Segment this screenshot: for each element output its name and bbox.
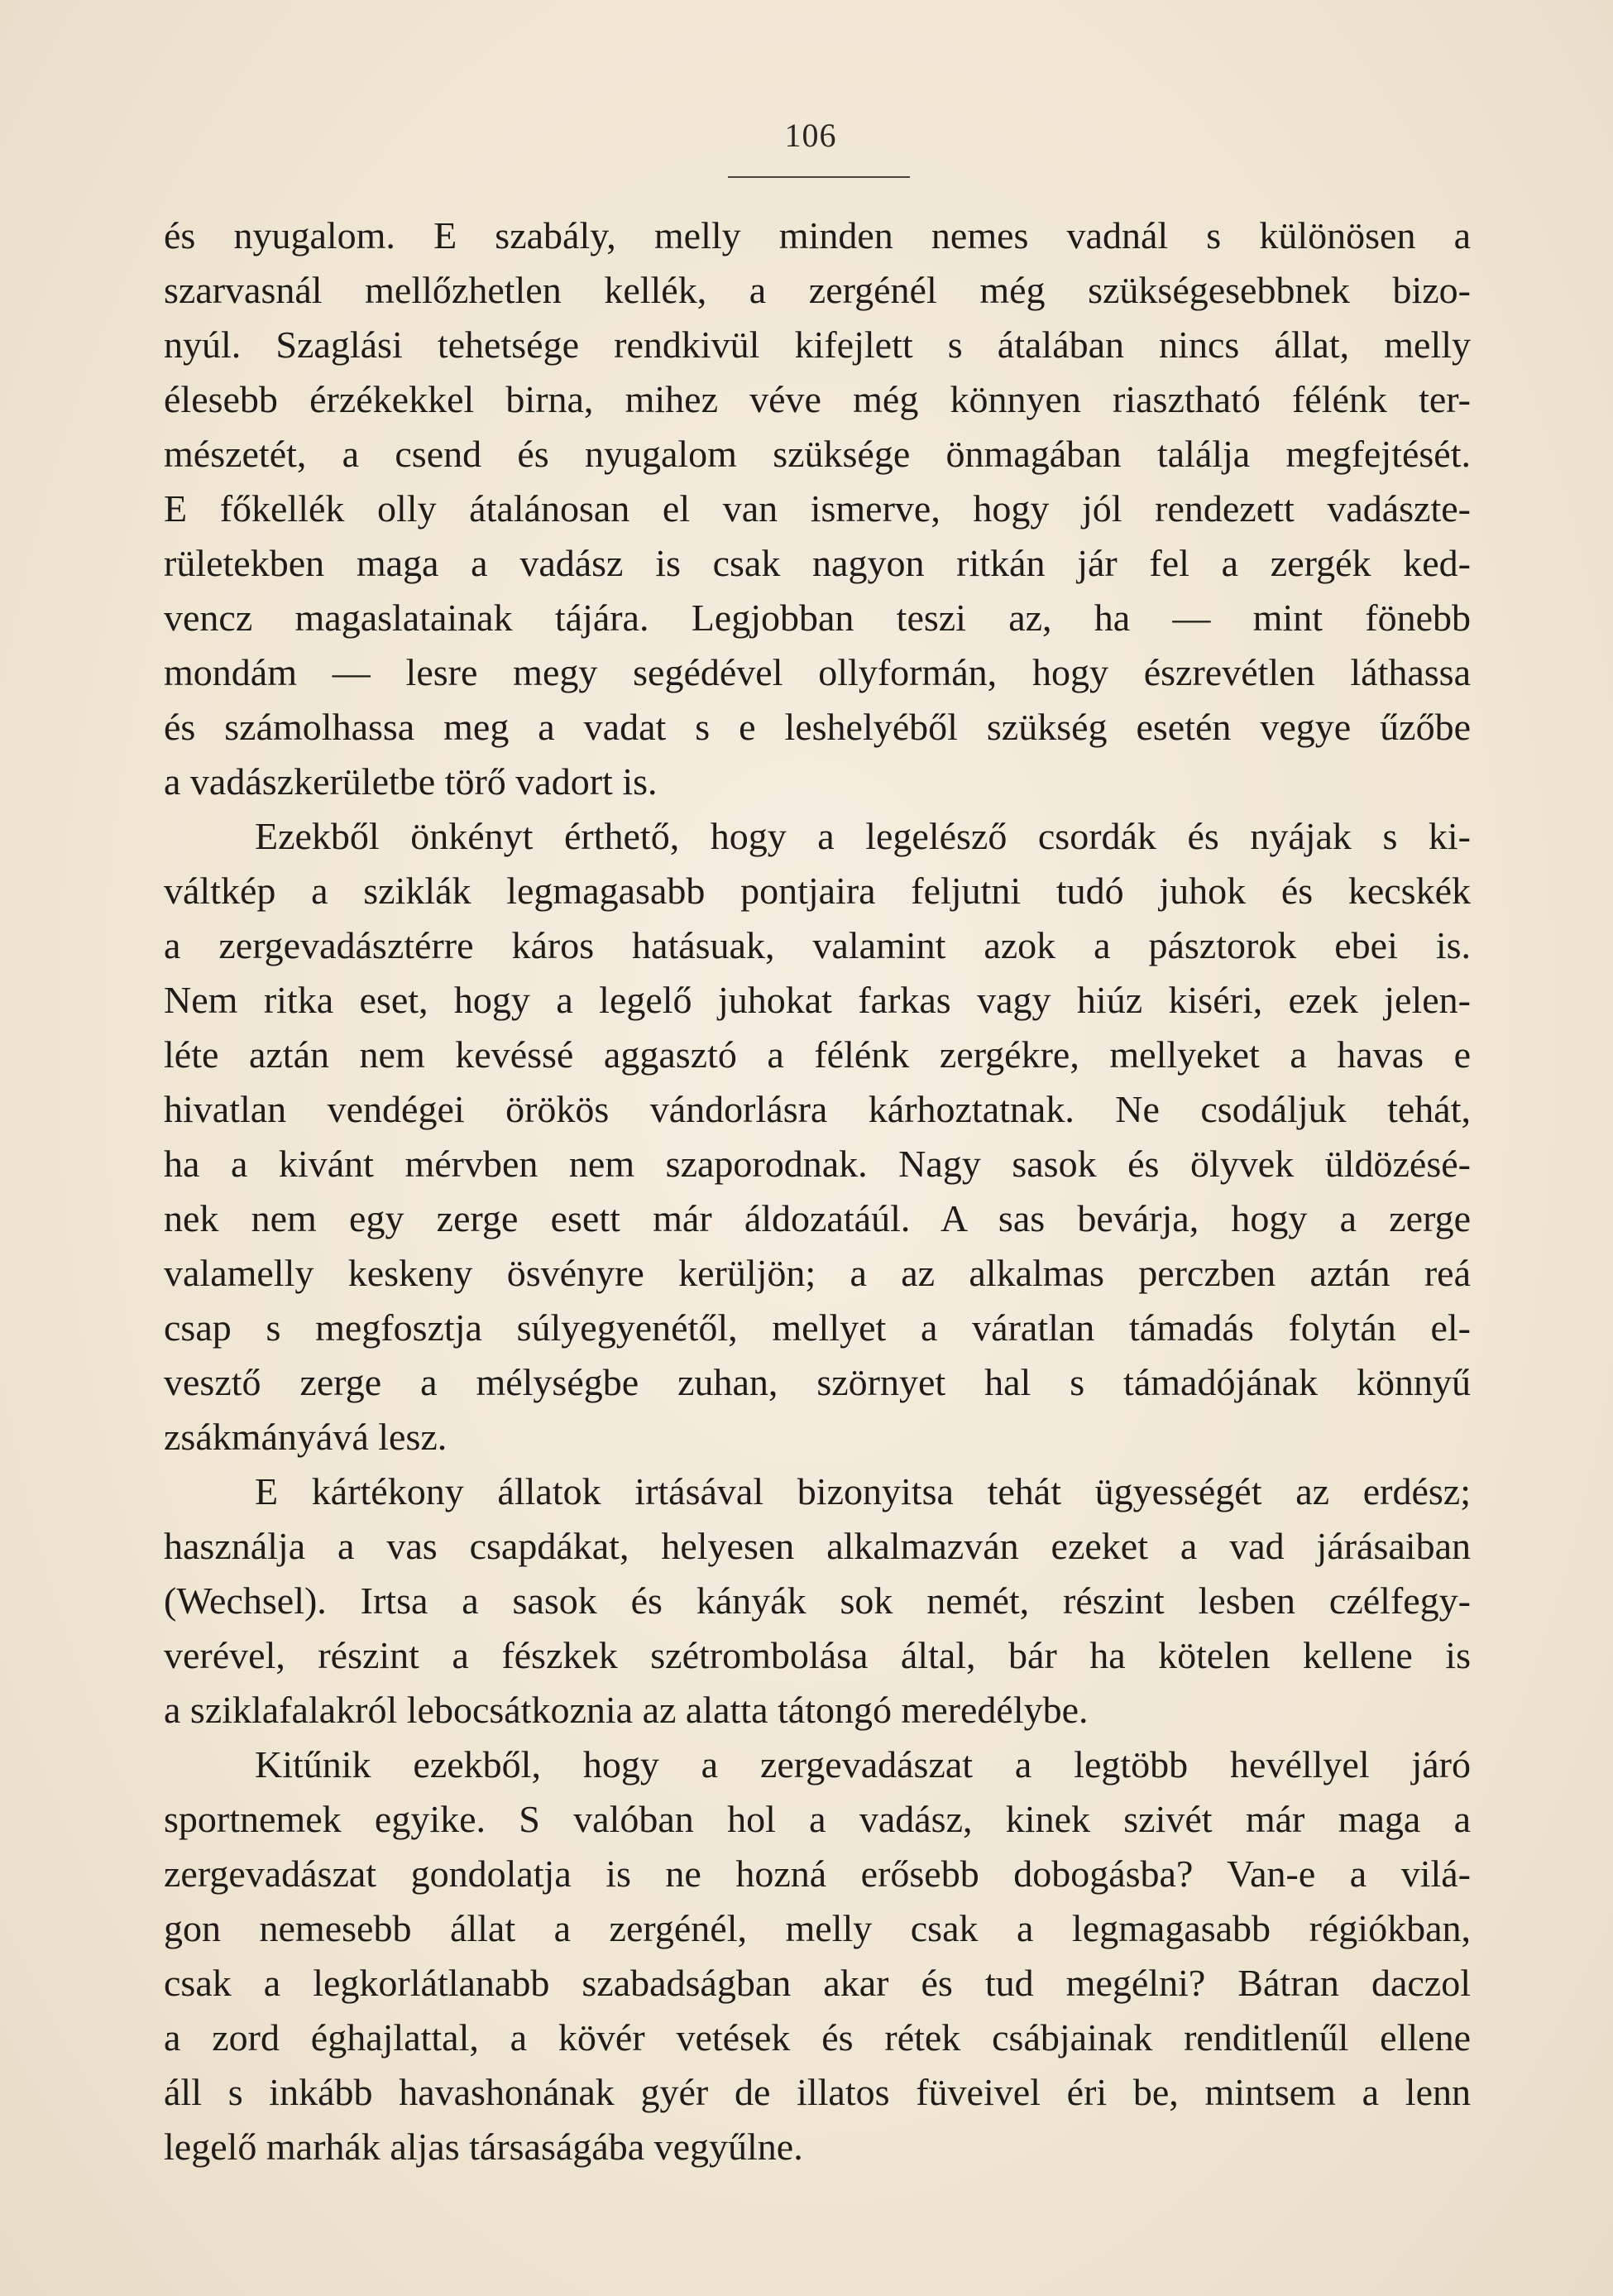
text-line: nek nem egy zerge esett már áldozatáúl. A sas bevárja, hogy a zerge [164,1197,1471,1239]
text-line: Kitűnik ezekből, hogy a zergevadászat a legtöbb hevéllyel járó [255,1743,1471,1786]
text-line: vesztő zerge a mélységbe zuhan, szörnyet hal s támadójának könnyű [164,1361,1471,1403]
body-text [164,209,1471,2174]
text-line: sportnemek egyike. S valóban hol a vadász, kinek szivét már maga a [164,1798,1471,1840]
text-line: mészetét, a csend és nyugalom szüksége önmagában találja megfejtését. [164,433,1471,475]
text-line: Nem ritka eset, hogy a legelő juhokat farkas vagy hiúz kiséri, ezek jelen- [164,979,1471,1021]
text-line: használja a vas csapdákat, helyesen alkalmazván ezeket a vad járásaiban [164,1525,1471,1567]
text-line: valamelly keskeny ösvényre kerüljön; a az alkalmas perczben aztán reá [164,1252,1471,1294]
text-line: csak a legkorlátlanabb szabadságban akar és tud megélni? Bátran daczol [164,1962,1471,2004]
text-line: legelő marhák aljas társaságába vegyűlne. [164,2126,803,2168]
text-line: váltkép a sziklák legmagasabb pontjaira feljutni tudó juhok és kecskék [164,870,1471,912]
text-line: verével, részint a fészkek szétrombolása által, bár ha kötelen kellene is [164,1634,1471,1676]
text-line: és nyugalom. E szabály, melly minden nemes vadnál s különösen a [164,214,1471,256]
text-line: rületekben maga a vadász is csak nagyon ritkán jár fel a zergék ked- [164,542,1471,584]
text-line: a vadászkerületbe törő vadort is. [164,760,658,803]
text-line: zsákmányává lesz. [164,1416,448,1458]
text-line: léte aztán nem kevéssé aggasztó a félénk zergékre, mellyeket a havas e [164,1033,1471,1076]
page-number: 106 [784,117,837,154]
text-line: E kártékony állatok irtásával bizonyitsa tehát ügyességét az erdész; [255,1470,1471,1512]
text-line: ha a kivánt mérvben nem szaporodnak. Nagy sasok és ölyvek üldözésé- [164,1143,1471,1185]
text-line: csap s megfosztja súlyegyenétől, mellyet a váratlan támadás folytán el- [164,1306,1471,1349]
text-line: szarvasnál mellőzhetlen kellék, a zergénél még szükségesebbnek bizo- [164,269,1471,311]
page-number-rule [728,176,910,178]
text-line: és számolhassa meg a vadat s e leshelyéből szükség esetén vegye űzőbe [164,706,1471,748]
text-line: nyúl. Szaglási tehetsége rendkivül kifejlett s átalában nincs állat, melly [164,324,1471,366]
text-line: mondám — lesre megy segédével ollyformán, hogy észrevétlen láthassa [164,651,1471,693]
text-line: vencz magaslatainak tájára. Legjobban teszi az, ha — mint fönebb [164,597,1471,639]
text-line: áll s inkább havashonának gyér de illatos füveivel éri be, mintsem a lenn [164,2071,1471,2113]
text-line: a zord éghajlattal, a kövér vetések és rétek csábjainak renditlenűl ellene [164,2016,1471,2059]
text-line: E főkellék olly átalánosan el van ismerve, hogy jól rendezett vadászte- [164,487,1471,530]
text-line: (Wechsel). Irtsa a sasok és kányák sok nemét, részint lesben czélfegy- [164,1579,1471,1622]
text-line: gon nemesebb állat a zergénél, melly csak a legmagasabb régiókban, [164,1907,1471,1949]
text-line: hivatlan vendégei örökös vándorlásra kárhoztatnak. Ne csodáljuk tehát, [164,1088,1471,1130]
text-line: élesebb érzékekkel birna, mihez véve még könnyen riasztható félénk ter- [164,378,1471,420]
text-line: zergevadászat gondolatja is ne hozná erősebb dobogásba? Van-e a vilá- [164,1853,1471,1895]
text-line: a sziklafalakról lebocsátkoznia az alatta tátongó meredélybe. [164,1689,1089,1731]
text-line: a zergevadásztérre káros hatásuak, valamint azok a pásztorok ebei is. [164,924,1471,966]
text-line: Ezekből önkényt érthető, hogy a legelésző csordák és nyájak s ki- [255,815,1471,857]
